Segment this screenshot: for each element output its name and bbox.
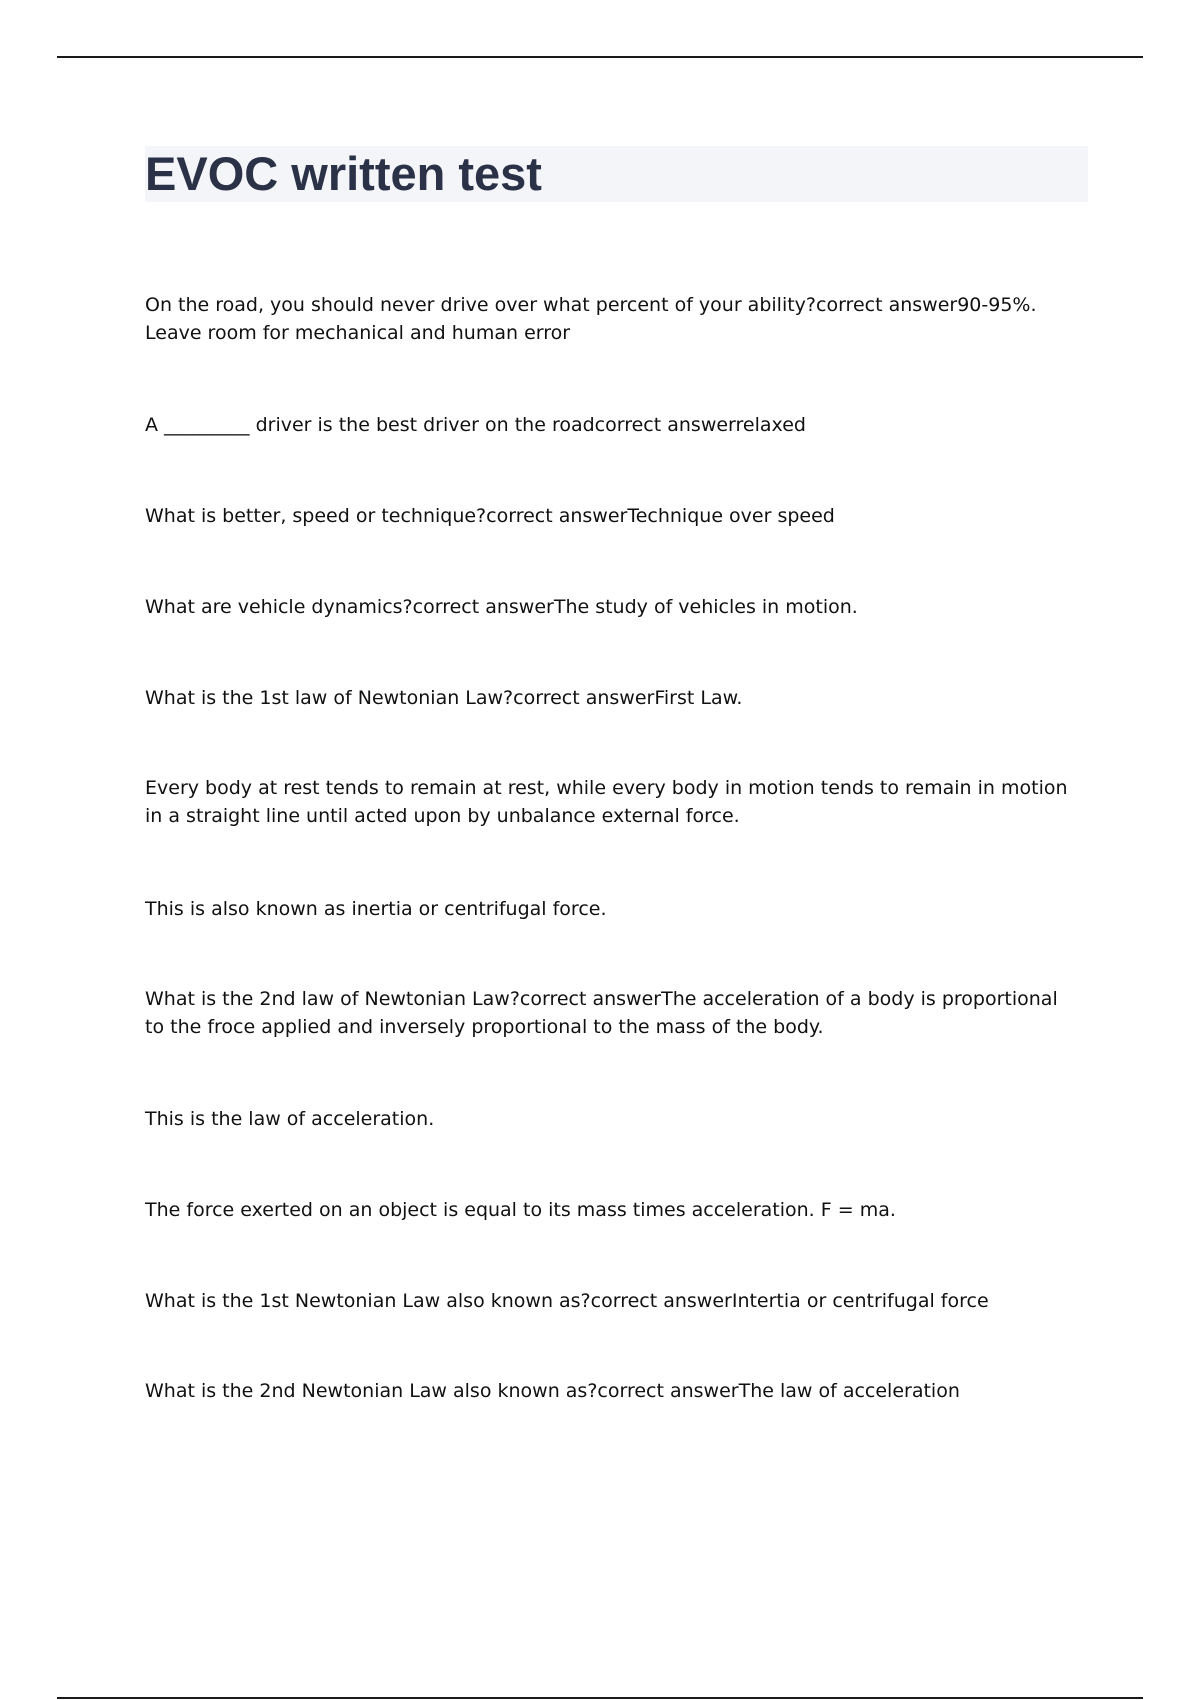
qa-entry: This is the law of acceleration.: [145, 1108, 435, 1130]
qa-entry: What is the 1st law of Newtonian Law?correct answerFirst Law.: [145, 687, 743, 709]
qa-entry: On the road, you should never drive over what percent of your ability?correct answer90-95%. Leave room for mechanical and human error: [145, 294, 1037, 344]
qa-entry: What is the 1st Newtonian Law also known as?correct answerIntertia or centrifugal force: [145, 1290, 989, 1312]
qa-entry: What is better, speed or technique?correct answerTechnique over speed: [145, 505, 835, 527]
qa-entry: A _________ driver is the best driver on the roadcorrect answerrelaxed: [145, 414, 806, 436]
page-bottom-rule: [57, 1697, 1143, 1699]
title-banner: [145, 146, 1088, 202]
page-top-rule: [57, 56, 1143, 58]
qa-entry: What are vehicle dynamics?correct answerThe study of vehicles in motion.: [145, 596, 858, 618]
qa-entry: This is also known as inertia or centrifugal force.: [145, 898, 607, 920]
qa-entry: Every body at rest tends to remain at rest, while every body in motion tends to remain in motion in a straight line until acted upon by unbalance external force.: [145, 777, 1068, 827]
page-title: EVOC written test: [145, 147, 542, 200]
qa-entry: What is the 2nd Newtonian Law also known as?correct answerThe law of acceleration: [145, 1380, 960, 1402]
qa-entry: What is the 2nd law of Newtonian Law?correct answerThe acceleration of a body is proportional to the froce applied and inversely proportional to the mass of the body.: [145, 988, 1058, 1038]
qa-entry: The force exerted on an object is equal to its mass times acceleration. F = ma.: [145, 1199, 896, 1221]
